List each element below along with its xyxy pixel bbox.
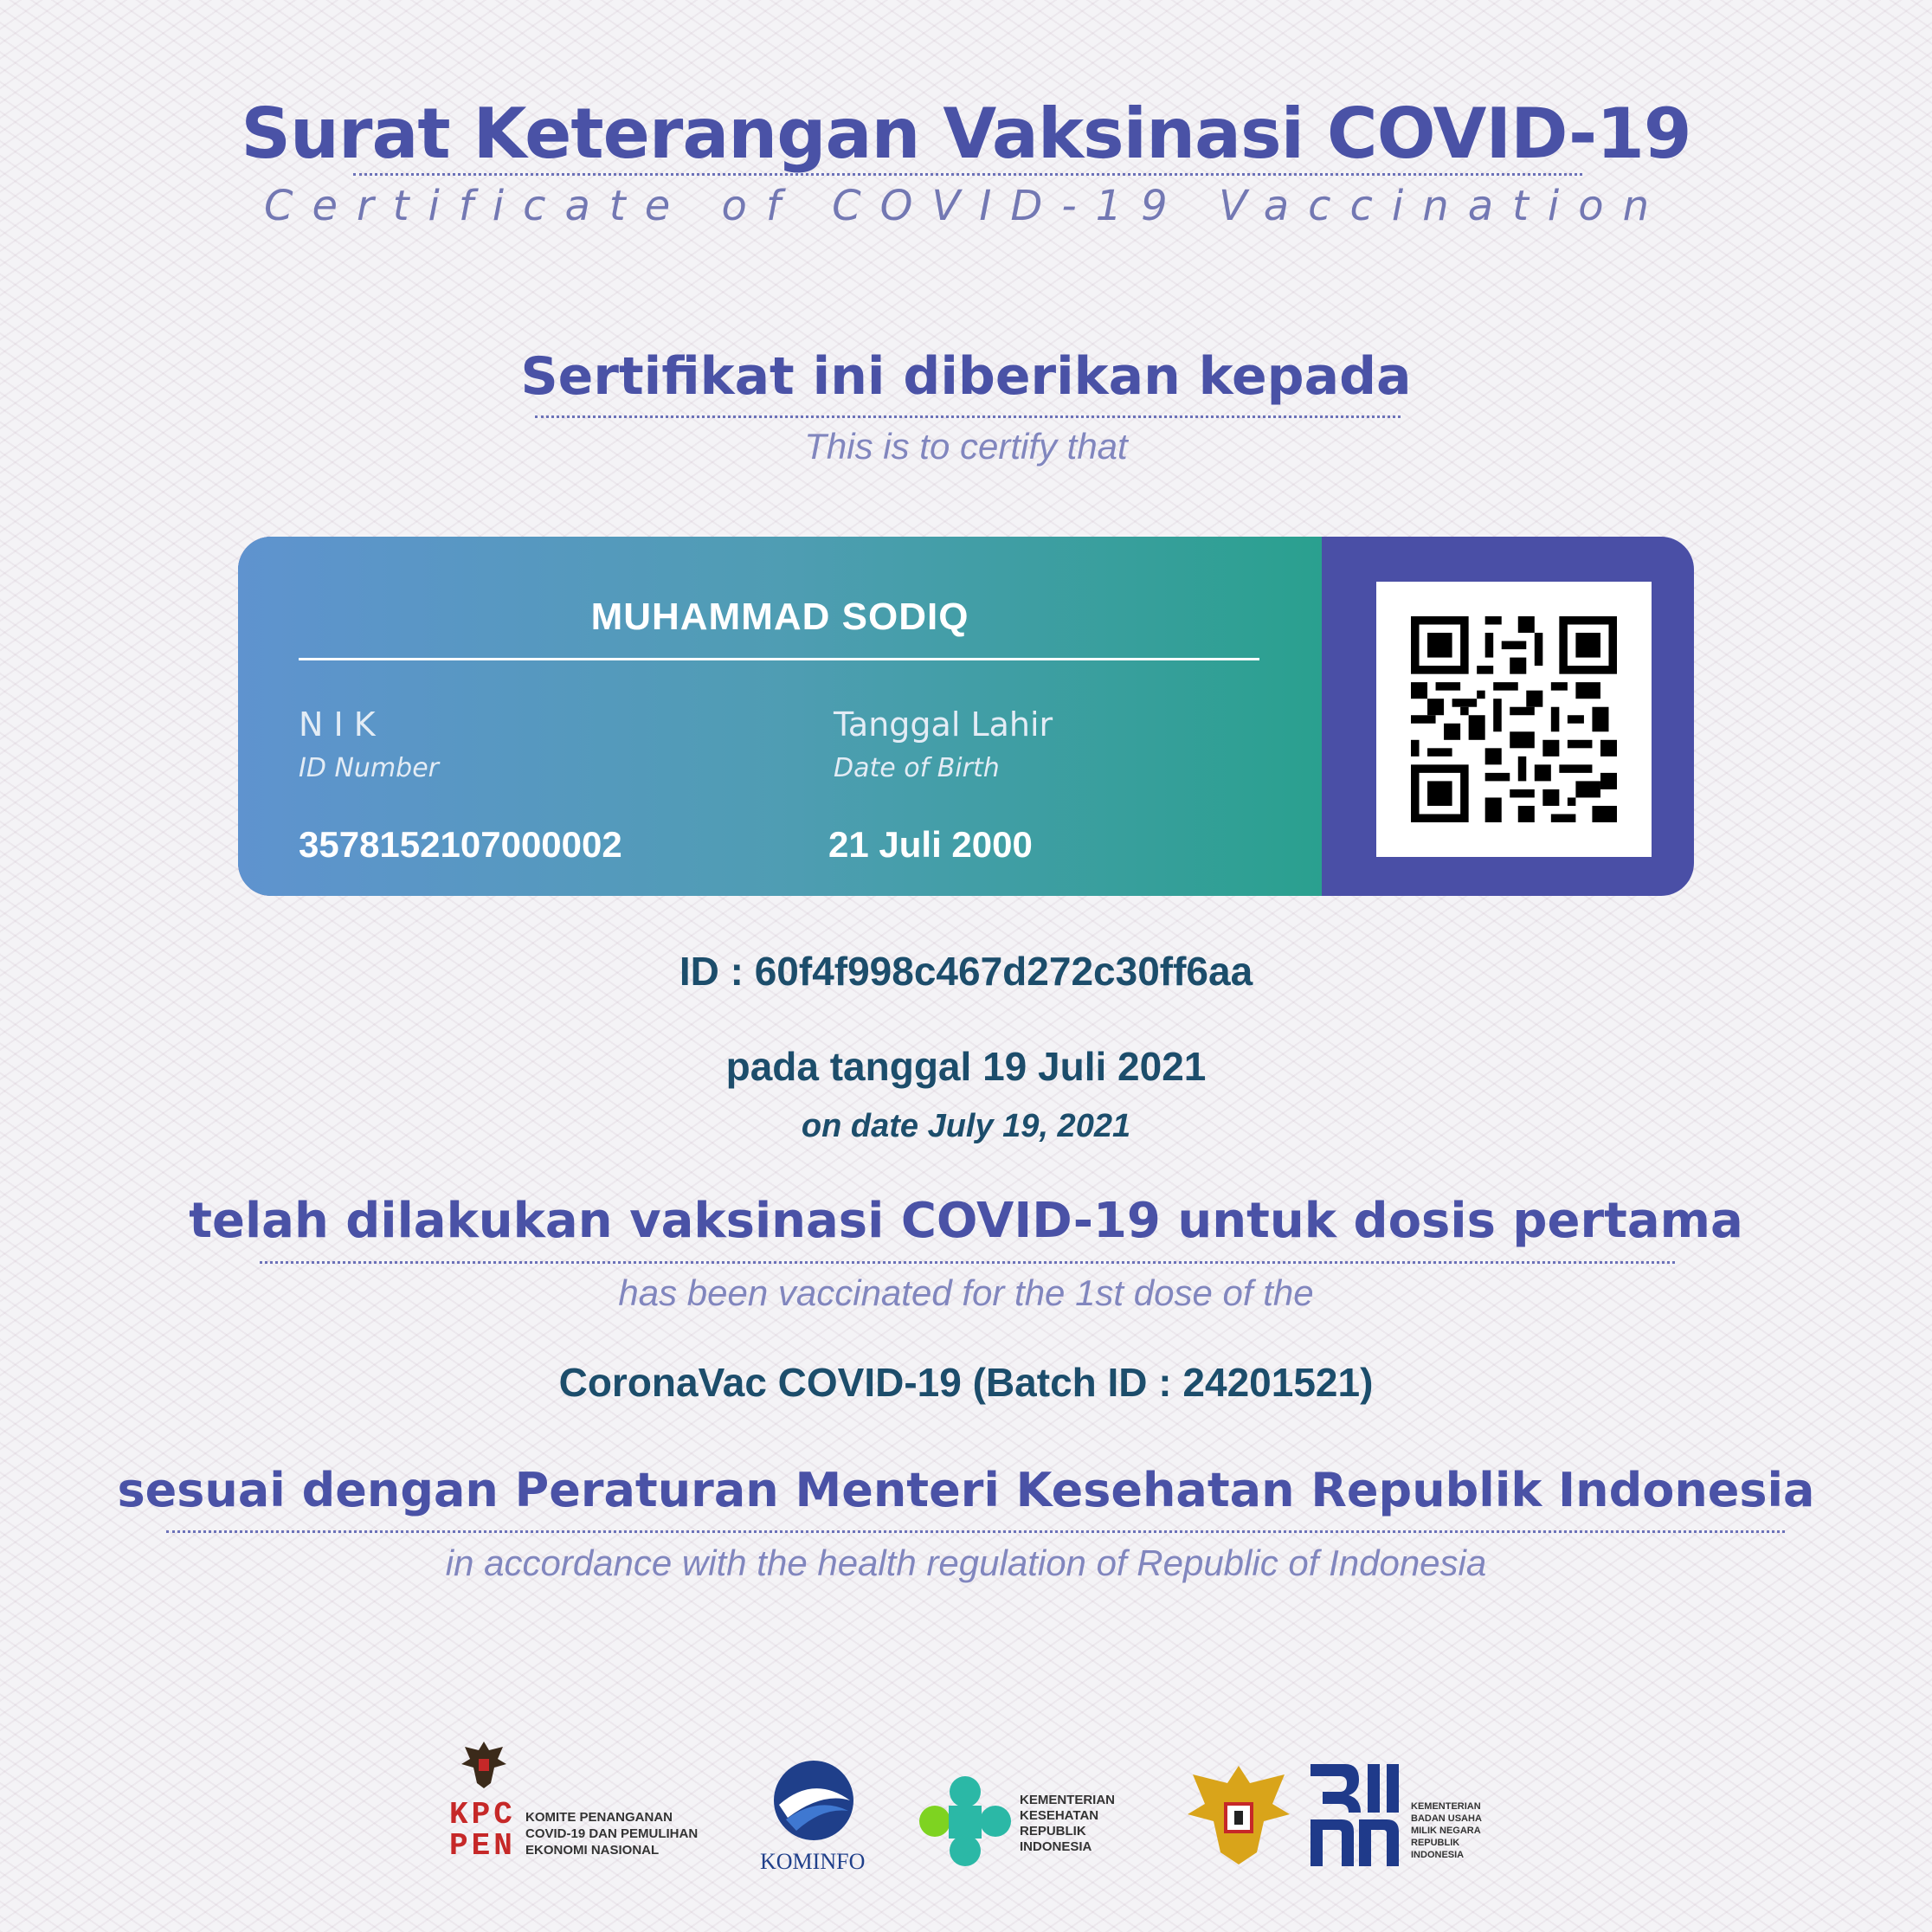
vaccination-date-en: on date July 19, 2021	[801, 1108, 1131, 1144]
bumn-line3: MILIK NEGARA	[1411, 1826, 1481, 1836]
bumn-line5: INDONESIA	[1411, 1850, 1465, 1860]
certify-divider	[535, 415, 1401, 418]
nik-label: N I K	[299, 705, 376, 744]
certify-heading: Sertifikat ini diberikan kepada	[520, 346, 1412, 407]
certify-subheading: This is to certify that	[804, 426, 1128, 467]
kominfo-logo	[760, 1757, 873, 1878]
kpc-line2: COVID-19 DAN PEMULIHAN	[525, 1826, 699, 1841]
name-divider	[299, 658, 1259, 660]
bumn-logo	[1307, 1757, 1497, 1878]
kemenkes-line4: INDONESIA	[1020, 1839, 1092, 1854]
kominfo-text: KOMINFO	[760, 1849, 866, 1874]
vaccination-statement: telah dilakukan vaksinasi COVID-19 untuk dosis pertama	[189, 1193, 1743, 1249]
certificate-title: Surat Keterangan Vaksinasi COVID-19	[241, 93, 1691, 174]
bumn-line2: BADAN USAHA	[1411, 1813, 1482, 1824]
garuda-logo	[1182, 1757, 1295, 1878]
garuda-pancasila-icon	[1182, 1757, 1295, 1870]
holder-card	[238, 537, 1694, 896]
vaccine-name: CoronaVac COVID-19 (Batch ID : 24201521)	[558, 1360, 1374, 1405]
certificate-id: ID : 60f4f998c467d272c30ff6aa	[679, 949, 1253, 994]
kpc-pen-logo	[446, 1740, 723, 1878]
certificate-subtitle: Certificate of COVID-19 Vaccination	[263, 182, 1669, 230]
kemenkes-line1: KEMENTERIAN	[1020, 1793, 1116, 1807]
vaccination-statement-en: has been vaccinated for the 1st dose of the	[618, 1272, 1314, 1313]
kemenkes-cross-icon	[918, 1774, 1013, 1868]
kemenkes-line3: REPUBLIK	[1020, 1824, 1086, 1839]
vaccination-date: pada tanggal 19 Juli 2021	[725, 1044, 1207, 1089]
kemenkes-logo	[918, 1774, 1143, 1870]
holder-info-panel	[238, 537, 1322, 896]
qr-code-icon	[1411, 616, 1617, 822]
nik-value: 3578152107000002	[299, 824, 622, 865]
kpc-letters-bottom: PEN	[449, 1828, 516, 1864]
qr-code	[1376, 582, 1652, 857]
regulation-statement-en: in accordance with the health regulation of Republic of Indonesia	[445, 1542, 1487, 1583]
regulation-statement: sesuai dengan Peraturan Menteri Kesehatan Republik Indonesia	[117, 1463, 1815, 1517]
title-divider	[353, 173, 1582, 176]
vaccination-divider	[260, 1261, 1675, 1264]
kominfo-globe-icon	[770, 1757, 857, 1844]
kpc-line3: EKONOMI NASIONAL	[525, 1843, 660, 1858]
regulation-divider	[166, 1530, 1785, 1533]
garuda-emblem-icon	[460, 1740, 508, 1790]
dob-value: 21 Juli 2000	[828, 824, 1033, 865]
kemenkes-line2: KESEHATAN	[1020, 1808, 1099, 1823]
nik-label-en: ID Number	[299, 753, 439, 783]
holder-name: MUHAMMAD SODIQ	[590, 596, 969, 638]
bumn-line1: KEMENTERIAN	[1411, 1801, 1481, 1812]
kpc-letters-top: KPC	[449, 1797, 516, 1832]
kpc-line1: KOMITE PENANGANAN	[525, 1810, 673, 1825]
dob-label: Tanggal Lahir	[834, 705, 1053, 744]
bumn-line4: REPUBLIK	[1411, 1838, 1460, 1848]
dob-label-en: Date of Birth	[834, 753, 1000, 783]
bumn-mark-icon	[1307, 1757, 1402, 1870]
